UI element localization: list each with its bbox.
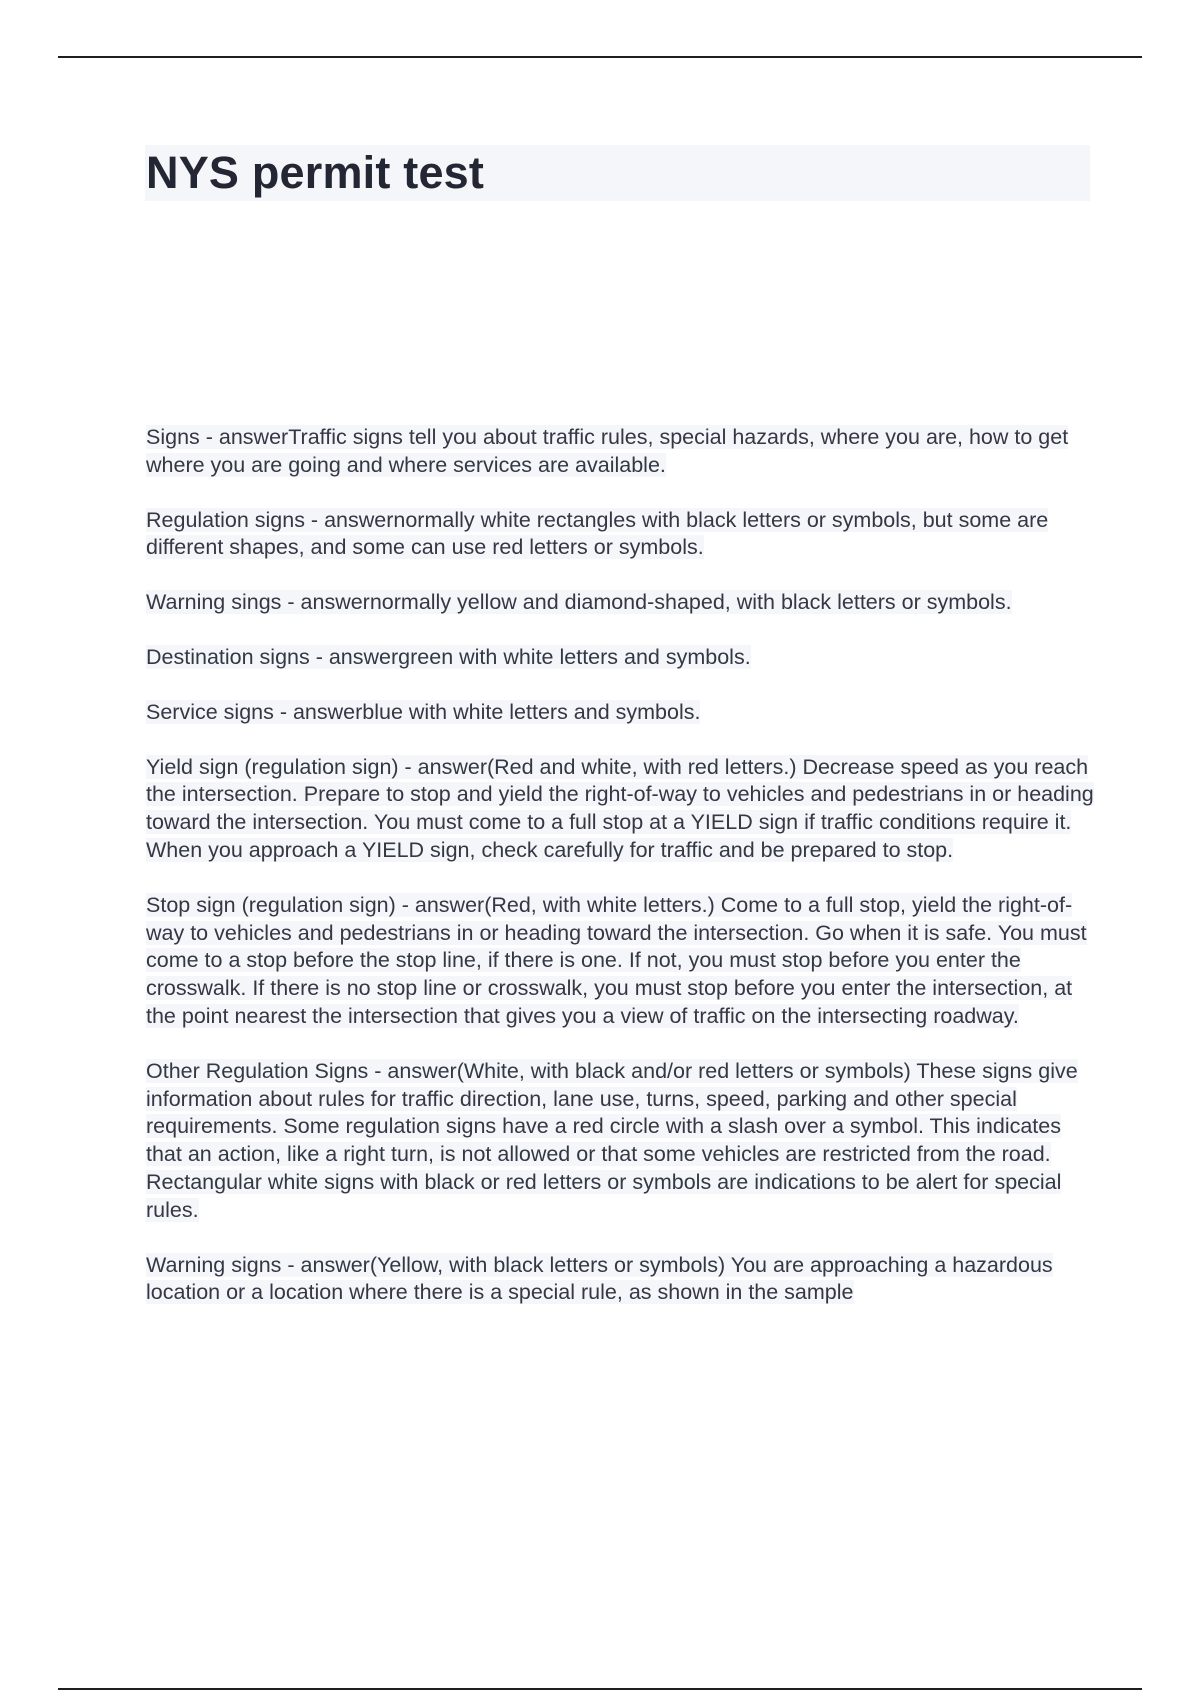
page-title: NYS permit test bbox=[146, 147, 485, 198]
bottom-divider bbox=[58, 1688, 1142, 1690]
entry-definition: blue with white letters and symbols. bbox=[362, 699, 701, 724]
entry-definition: normally yellow and diamond-shaped, with black letters or symbols. bbox=[369, 590, 1012, 615]
entry-definition: Traffic signs tell you about traffic rules, special hazards, where you are, how to get where you are going and where services are available. bbox=[146, 425, 1069, 477]
entry-term: Signs - answer bbox=[146, 425, 289, 449]
entry-term: Warning signs - answer bbox=[146, 1252, 370, 1277]
entry-term: Other Regulation Signs - answer bbox=[146, 1058, 457, 1083]
entry-definition: (Red and white, with red letters.) Decrease speed as you reach the intersection. Prepare to stop and yield the right-of-way to vehicles and pedestrians in or heading toward the intersection. You must come to a full stop at a YIELD sign if traffic conditions require it. When you approach a YIELD sign, check carefully for traffic and be prepared to stop. bbox=[146, 754, 1094, 862]
entry-term: Warning sings - answer bbox=[146, 590, 370, 615]
flashcard-list bbox=[146, 424, 1094, 1334]
flashcard-entry bbox=[146, 699, 1094, 727]
flashcard-entry bbox=[146, 1252, 1094, 1308]
entry-term: Regulation signs - answer bbox=[146, 507, 394, 532]
entry-term: Destination signs - answer bbox=[146, 644, 399, 669]
flashcard-entry bbox=[146, 1058, 1094, 1225]
flashcard-entry bbox=[146, 589, 1094, 617]
flashcard-entry bbox=[146, 424, 1094, 480]
flashcard-entry bbox=[146, 754, 1094, 865]
flashcard-entry bbox=[146, 644, 1094, 672]
entry-term: Stop sign (regulation sign) - answer bbox=[146, 892, 485, 917]
entry-definition: normally white rectangles with black letters or symbols, but some are different shapes, and some can use red letters or symbols. bbox=[146, 507, 1049, 560]
entry-definition: green with white letters and symbols. bbox=[398, 644, 751, 669]
entry-definition: (Red, with white letters.) Come to a full stop, yield the right-of-way to vehicles and pedestrians in or heading toward the intersection. Go when it is safe. You must come to a stop before the stop line, if there is one. If not, you must stop before you enter the crosswalk. If there is no stop line or crosswalk, you must stop before you enter the intersection, at the point nearest the intersection that gives you a view of traffic on the intersecting roadway. bbox=[146, 892, 1087, 1028]
entry-definition: (Yellow, with black letters or symbols) You are approaching a hazardous location or a location where there is a special rule, as shown in the sample bbox=[146, 1252, 1053, 1305]
flashcard-entry bbox=[146, 507, 1094, 563]
flashcard-entry bbox=[146, 892, 1094, 1031]
entry-term: Service signs - answer bbox=[146, 699, 363, 724]
top-divider bbox=[58, 56, 1142, 58]
entry-term: Yield sign (regulation sign) - answer bbox=[146, 754, 487, 779]
entry-definition: (White, with black and/or red letters or symbols) These signs give information about rules for traffic direction, lane use, turns, speed, parking and other special requirements. Some regulation signs have a red circle with a slash over a symbol. This indicates that an action, like a right turn, is not allowed or that some vehicles are restricted from the road. Rectangular white signs with black or red letters or symbols are indications to be alert for special rules. bbox=[146, 1058, 1078, 1222]
